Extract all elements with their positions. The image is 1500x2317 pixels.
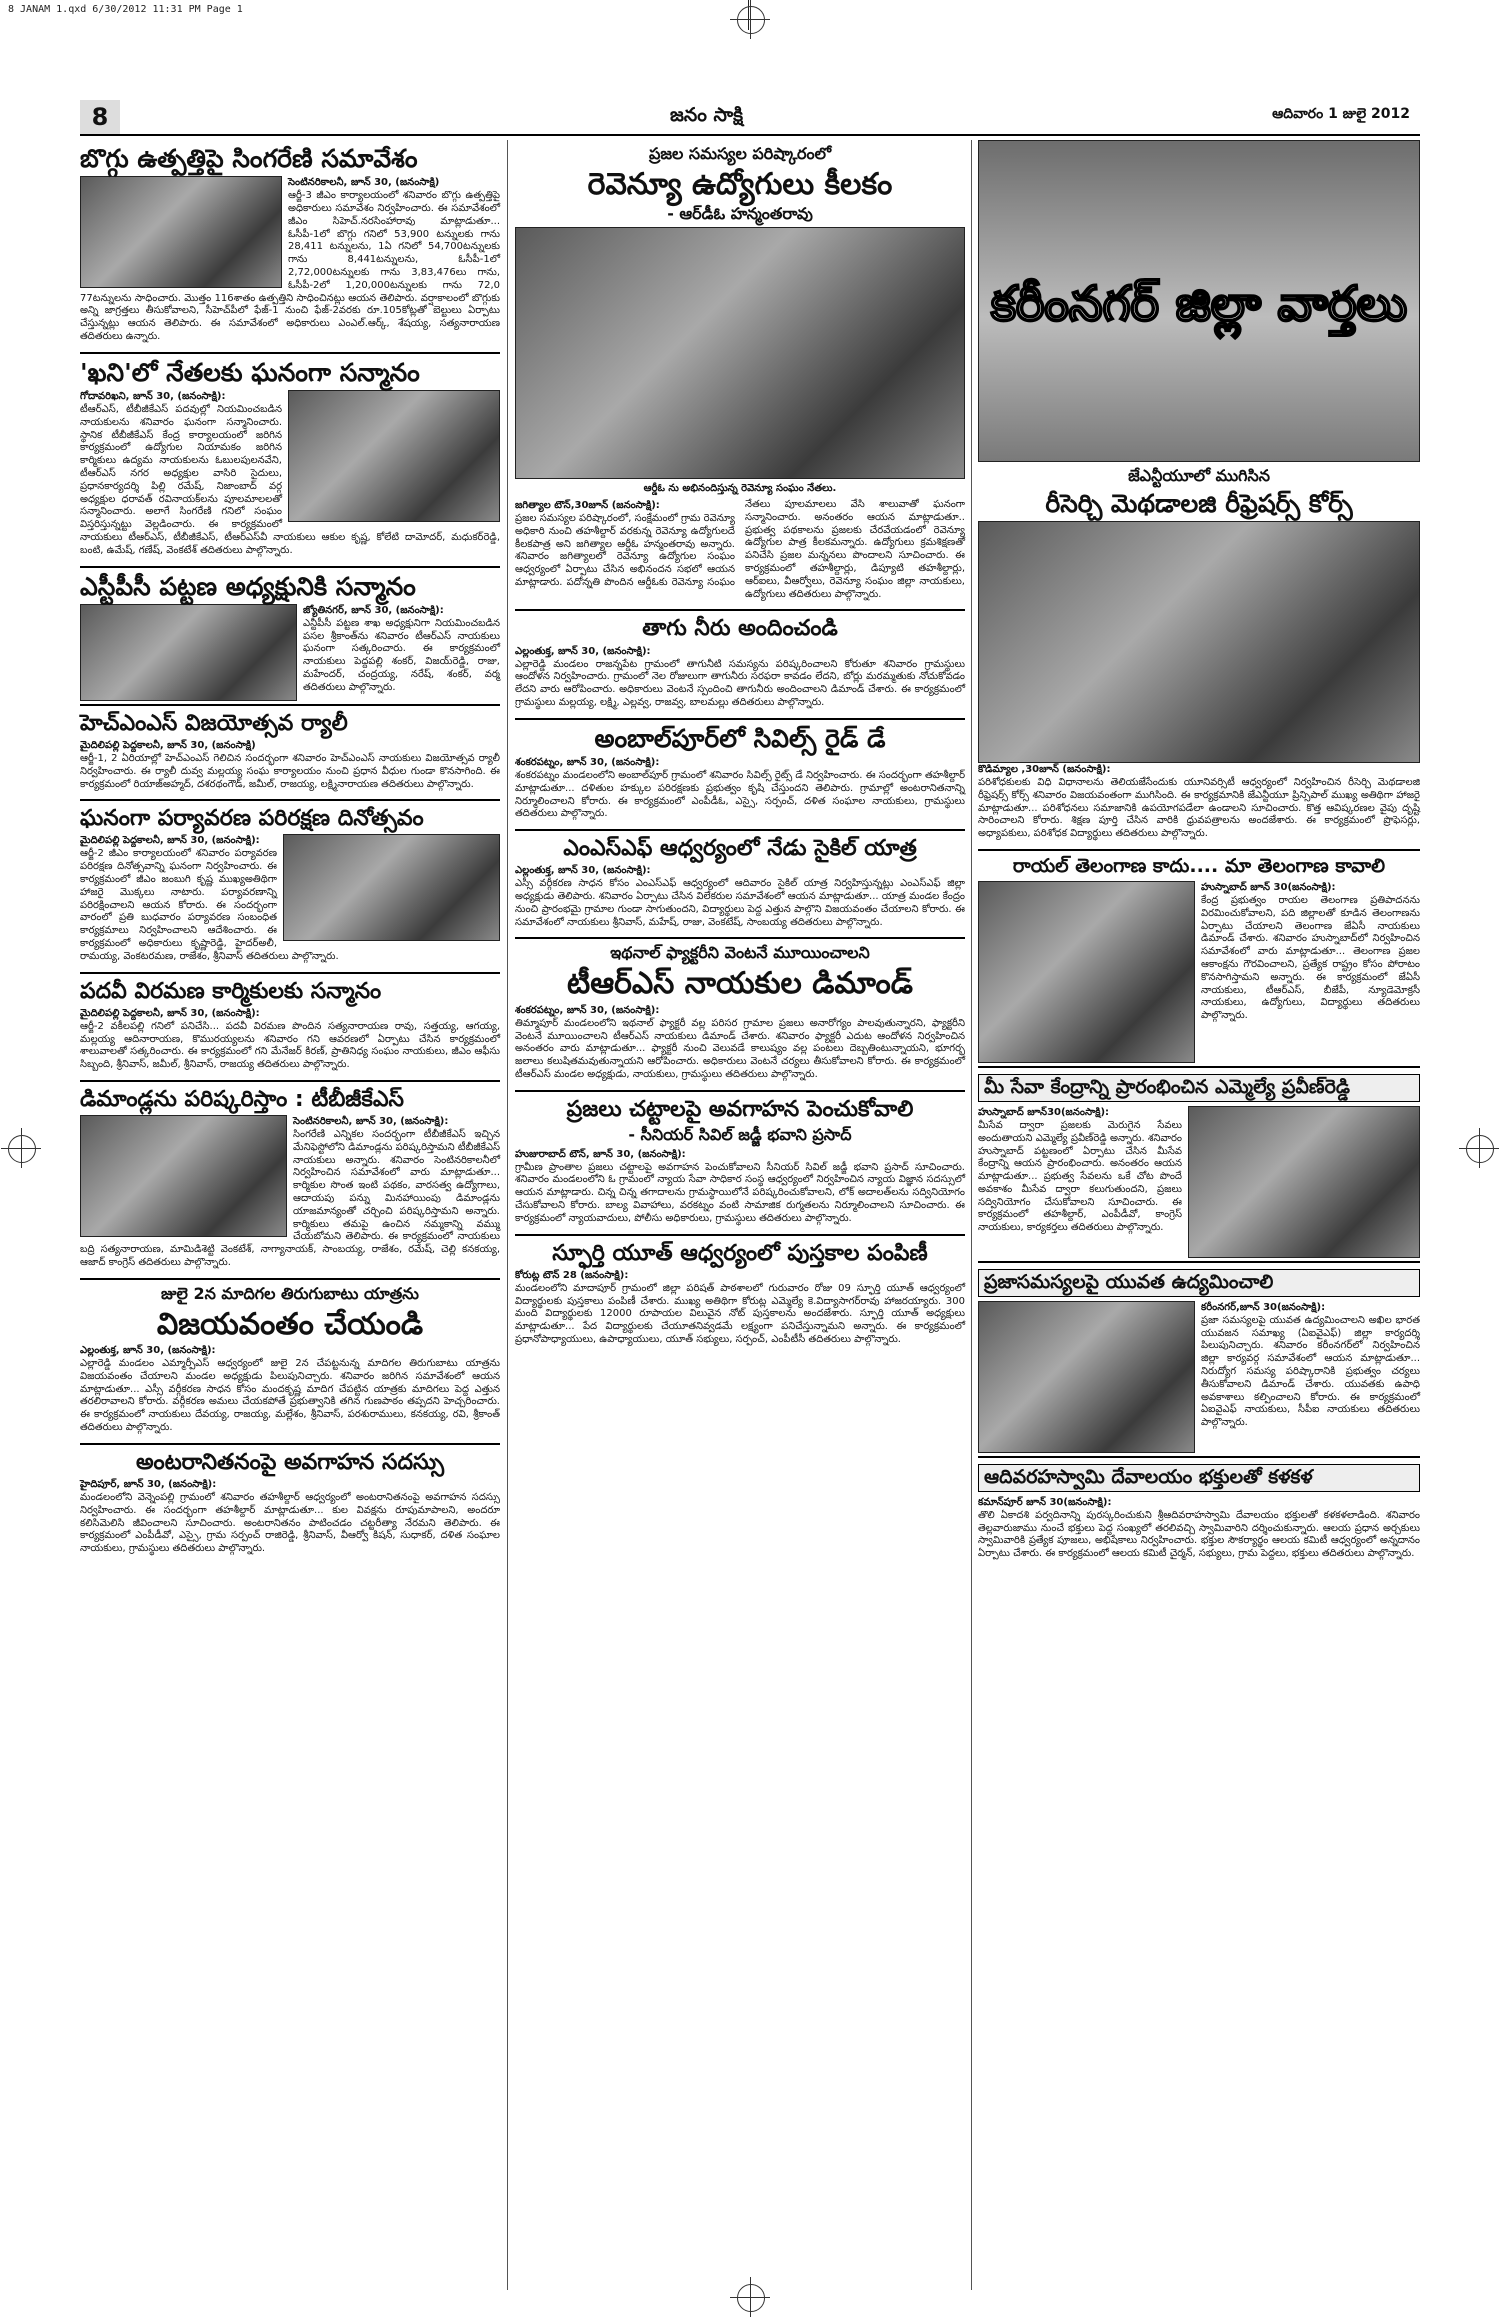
article-body: ఆర్జీ-3 జీఎం కార్యాలయంలో శనివారం బొగ్గు ఉత్పత్తిపై అధికారులు సమావేశం నిర్వహించారు. ఈ సమావేశంలో జీఎం సిహెచ్‌.నరసింహారావు మాట్లాడుతూ... ఓసీపీ-1లో బొగ్గు గనిలో 53,900 టన్నులకు గాను 28,411 టన్నులను, 1ఏ గనిలో 54,700టన్నులకు గాను 8,441టన్నులను, ఓసీపీ-1లో 2,72,000టన్నులకు గాను 3,83,476లు గాను, ఓసీపీ-2లో 1,20,000టన్నులకు గాను 72,0 77టన్నులను సాధించారు. మొత్తం 116శాతం ఉత్పత్తిని సాధించినట్లు ఆయన తెలిపారు. వర్షాకాలంలో బొగ్గుకు అన్ని జాగ్రత్తలు తీసుకోవాలని, సీహెచ్‌పీలో ఫేజ్‌-1 నుంచి ఫేజ్‌-2వరకు రూ.105కోట్లతో బెల్టులు ఏర్పాటు చేస్తున్నట్లు ఆయన తెలిపారు. ఈ సమావేశంలో అధికారులు ఎంఎల్‌.ఆర్క్‌, శేషయ్య, సత్యనారాయణ తదితరులు ఉన్నారు. <box>80 190 500 343</box>
headline: ఆదివరహస్వామి దేవాలయం భక్తులతో కళకళ <box>978 1464 1420 1492</box>
print-slug: 8 JANAM 1.qxd 6/30/2012 11:31 PM Page 1 <box>8 4 243 15</box>
article-photo <box>1188 1106 1420 1258</box>
headline: ఘనంగా పర్యావరణ పరిరక్షణ దినోత్సవం <box>80 806 424 832</box>
article <box>978 1464 1420 1561</box>
article <box>80 1088 500 1270</box>
headline: 'ఖని'లో నేతలకు ఘనంగా సన్మానం <box>80 357 420 387</box>
dateline: జగిత్యాల టౌన్‌,30జూన్‌ (జనంసాక్షి): <box>515 500 660 512</box>
article-body: తిమ్మాపూర్‌ మండలంలోని ఇథనాల్‌ ఫ్యాక్టరీ వల్ల పరిసర గ్రామాల ప్రజలు అనారోగ్యం పాలవుతున్నారని, ఫ్యాక్టరీని వెంటనే మూయించాలని టీఆర్‌ఎస్‌ నాయకులు డిమాండ్‌ చేశారు. శనివారం ఫ్యాక్టరీ ఎదుట ఆందోళన నిర్వహించిన అనంతరం వారు మాట్లాడుతూ... ఫ్యాక్టరీ నుంచి వెలువడే కాలుష్యం వల్ల పంటలు దెబ్బతింటున్నాయని, భూగర్భ జలాలు కలుషితమవుతున్నాయని ఆరోపించారు. అధికారులు వెంటనే చర్యలు తీసుకోవాలని కోరారు. ఈ కార్యక్రమంలో టీఆర్‌ఎస్‌ మండల అధ్యక్షుడు, నాయకులు, గ్రామస్థులు తదితరులు పాల్గొన్నారు. <box>515 1017 965 1080</box>
headline: డిమాండ్లను పరిష్కరిస్తాం : టీబీజీకేఎస్‌ <box>80 1086 404 1112</box>
article <box>515 617 965 709</box>
registration-mark-top <box>737 6 765 34</box>
headline: ప్రజాసమస్యలపై యువత ఉద్యమించాలి <box>978 1269 1420 1297</box>
byline: - సీనియర్‌ సివిల్‌ జడ్జీ భవాని ప్రసాద్‌ <box>628 1124 852 1144</box>
dateline: సెంటినరికాలనీ, జూన్‌ 30, (జనంసాక్షి) <box>288 177 440 189</box>
dateline: మైదిలిపల్లి పెద్దకాలనీ, జూన్‌ 30, (జనంసాక్షి): <box>80 1007 260 1019</box>
article-photo <box>283 834 500 941</box>
divider <box>80 1080 500 1082</box>
divider <box>80 566 500 568</box>
headline: స్ఫూర్తి యూత్‌ ఆధ్వర్యంలో పుస్తకాల పంపిణీ <box>552 1240 928 1266</box>
article <box>515 945 965 1081</box>
dateline: మైదిలిపల్లి పెద్దకాలనీ, జూన్‌ 30, (జనంసాక్షి): <box>80 835 260 847</box>
article-body: ఎస్సీ వర్గీకరణ సాధన కోసం ఎంఎస్‌ఎఫ్‌ ఆధ్వర్యంలో ఆదివారం సైకిల్‌ యాత్ర నిర్వహిస్తున్నట్లు ఎంఎస్‌ఎఫ్‌ జిల్లా అధ్యక్షుడు తెలిపారు. శనివారం ఏర్పాటు చేసిన విలేకరుల సమావేశంలో ఆయన మాట్లాడుతూ... యాత్ర మండల కేంద్రం నుంచి ప్రారంభమై గ్రామాల గుండా సాగుతుందని, విద్యార్థులు పెద్ద ఎత్తున పాల్గొని విజయవంతం చేయాలని కోరారు. ఈ సమావేశంలో నాయకులు శ్రీనివాస్‌, మహేష్‌, రాజు, వెంకటేష్‌, సాంబయ్య తదితరులు పాల్గొన్నారు. <box>515 878 965 928</box>
article <box>978 1269 1420 1430</box>
article <box>515 837 965 929</box>
registration-mark-left <box>8 1135 36 1163</box>
article <box>515 146 965 601</box>
column-middle <box>515 140 965 2296</box>
dateline: కమాన్‌పూర్‌ జూన్‌ 30(జనంసాక్షి): <box>978 1496 1112 1508</box>
headline: బొగ్గు ఉత్పత్తిపై సింగరేణి సమావేశం <box>80 144 418 173</box>
article-photo <box>978 521 1420 763</box>
dateline: కోరుట్ల టౌన్‌ 28 (జనంసాక్షి): <box>515 1269 629 1281</box>
column-rule <box>971 140 972 2290</box>
article <box>80 712 500 791</box>
photo-caption: ఆర్డీఓ ను అభినందిస్తున్న రెవెన్యూ సంఘం నేతలు. <box>643 483 837 495</box>
column-left <box>80 140 500 2296</box>
article-photo <box>80 1115 287 1237</box>
dateline: శంకరపట్నం, జూన్‌ 30, (జనంసాక్షి): <box>515 1004 660 1016</box>
divider <box>515 718 965 720</box>
article <box>80 146 500 344</box>
article-body: గ్రామీణ ప్రాంతాల ప్రజలు చట్టాలపై అవగాహన పెంచుకోవాలని సీనియర్‌ సివిల్‌ జడ్జీ భవాని ప్రసాద్‌ సూచించారు. శనివారం మండలంలోని ఓ గ్రామంలో న్యాయ సేవా సాధికార సంస్థ ఆధ్వర్యంలో నిర్వహించిన న్యాయ విజ్ఞాన సదస్సులో ఆయన మాట్లాడారు. చిన్న చిన్న తగాదాలను గ్రామస్థాయిలోనే పరిష్కరించుకోవాలని, లోక్‌ అదాలత్‌లను సద్వినియోగం చేసుకోవాలని కోరారు. బాల్య వివాహాలు, వరకట్నం వంటి సామాజిక రుగ్మతలను నిర్మూలించాలని సూచించారు. ఈ కార్యక్రమంలో న్యాయవాదులు, పోలీసు అధికారులు, గ్రామస్థులు తదితరులు పాల్గొన్నారు. <box>515 1161 965 1224</box>
headline: ఎంఎస్‌ఎఫ్‌ ఆధ్వర్యంలో నేడు సైకిల్‌ యాత్ర <box>563 836 917 862</box>
article-text-columns <box>515 499 965 601</box>
masthead-logo: జనం సాక్షి <box>670 104 743 126</box>
kicker: జులై 2న మాదిగల తిరుగుబాటు యాత్రను <box>161 1283 419 1303</box>
dateline: ఎల్లంతుక్త, జూన్‌ 30, (జనంసాక్షి): <box>515 865 651 877</box>
dateline: హైదిపూర్‌, జూన్‌ 30, (జనంసాక్షి): <box>80 1478 217 1490</box>
page-header <box>80 100 1420 136</box>
article-body: పరిశోధకులకు విధి విధానాలను తెలియజేసేందుకు యూనివర్సిటీ ఆధ్వర్యంలో నిర్వహించిన రీసెర్చి మెథడాలజి రీఫ్రెషర్స్‌ కోర్స్‌ శనివారం విజయవంతంగా ముగిసింది. ఈ కార్యక్రమానికి జేఎన్టీయూ ప్రిన్సిపాల్‌ ముఖ్య అతిథిగా హాజరై మాట్లాడుతూ... పరిశోధనలు సమాజానికి ఉపయోగపడేలా ఉండాలని సూచించారు. కొత్త ఆవిష్కరణల వైపు దృష్టి సారించాలని కోరారు. శిక్షణ పూర్తి చేసిన వారికి ధ్రువపత్రాలను అందజేశారు. ఈ కార్యక్రమంలో ప్రొఫెసర్లు, అధ్యాపకులు, పరిశోధక విద్యార్థులు తదితరులు పాల్గొన్నారు. <box>978 777 1420 840</box>
article <box>80 980 500 1072</box>
article-body: సింగరేణి ఎన్నికల సందర్భంగా టీబీజీకేఎస్‌ ఇచ్చిన మేనిఫెస్టోలోని డిమాండ్లను పరిష్కరిస్తామని టీబీజీకేఎస్‌ నాయకులు అన్నారు. శనివారం సెంటినరికాలనీలో నిర్వహించిన సమావేశంలో వారు మాట్లాడుతూ... కార్మికుల సొంత ఇంటి పథకం, వారసత్వ ఉద్యోగాలు, ఆదాయపు పన్ను మినహాయింపు డిమాండ్లను యాజమాన్యంతో చర్చించి పరిష్కరిస్తామని అన్నారు. కార్మికులు తమపై ఉంచిన నమ్మకాన్ని వమ్ము చేయబోమని తెలిపారు. ఈ కార్యక్రమంలో నాయకులు బద్రి సత్యనారాయణ, మామిడిశెట్టి వెంకటేశ్‌, నాగ్యానాయక్‌, సాంబయ్య, రాజేశం, రమేష్‌, చెల్లి కనకయ్య, ఆజాద్‌ కాంగ్రెస్‌ తదితరులు పాల్గొన్నారు. <box>80 1129 500 1268</box>
divider <box>515 1234 965 1236</box>
article-photo <box>978 1301 1195 1453</box>
dateline: కరీంనగర్‌,జూన్‌ 30(జనంసాక్షి): <box>1201 1301 1326 1313</box>
article <box>978 857 1420 1023</box>
article <box>515 1242 965 1347</box>
registration-mark-right <box>1466 1135 1494 1163</box>
article-photo <box>288 390 500 522</box>
divider <box>80 1278 500 1280</box>
article <box>80 807 500 963</box>
column-rule <box>507 140 508 2290</box>
district-news-banner <box>978 140 1420 462</box>
article-body: తొలి ఏకాదశి పర్వదినాన్ని పురస్కరించుకుని శ్రీఆదివరాహస్వామి దేవాలయం భక్తులతో కళకళలాడింది. శనివారం తెల్లవారుజాము నుంచే భక్తులు పెద్ద సంఖ్యలో తరలివచ్చి స్వామివారిని దర్శించుకున్నారు. ఆలయ ప్రధాన అర్చకులు స్వామివారికి ప్రత్యేక పూజలు, అభిషేకాలు నిర్వహించారు. భక్తుల సౌకర్యార్థం ఆలయ కమిటీ ఆధ్వర్యంలో అన్నదానం ఏర్పాటు చేశారు. ఈ కార్యక్రమంలో ఆలయ కమిటీ చైర్మన్‌, సభ్యులు, గ్రామ పెద్దలు, భక్తులు తదితరులు పాల్గొన్నారు. <box>978 1509 1420 1560</box>
article-body: ప్రజల సమస్యల పరిష్కారంలో, సంక్షేమంలో గ్రామ రెవెన్యూ అధికారి నుంచి తహశీల్దార్‌ వరకున్న రెవెన్యూ ఉద్యోగులదే కీలకపాత్ర అని జగిత్యాల ఆర్డీఓ హన్మంతరావు అన్నారు. శనివారం జగిత్యాలలో రెవెన్యూ ఉద్యోగుల సంఘం ఆధ్వర్యంలో ఏర్పాటు చేసిన అభినందన సభలో ఆయన మాట్లాడారు. పదోన్నతి పొందిన ఆర్డీఓకు రెవెన్యూ సంఘం నేతలు పూలమాలలు వేసి శాలువాతో ఘనంగా సన్మానించారు. అనంతరం ఆయన మాట్లాడుతూ.. ప్రభుత్వ పథకాలను ప్రజలకు చేరవేయడంలో రెవెన్యూ ఉద్యోగుల పాత్ర కీలకమన్నారు. ఉద్యోగులు క్రమశిక్షణతో పనిచేసి ప్రజల మన్ననలు పొందాలని సూచించారు. ఈ కార్యక్రమంలో తహశీల్దార్లు, డిప్యూటి తహశీల్దార్లు, ఆర్‌ఐలు, వీఆర్వోలు, రెవెన్యూ సంఘం జిల్లా నాయకులు, ఉద్యోగులు తదితరులు పాల్గొన్నారు. <box>515 499 965 600</box>
article <box>80 357 500 558</box>
headline: తాగు నీరు అందించండి <box>642 616 838 642</box>
article-photo <box>515 227 965 479</box>
article <box>515 723 965 821</box>
article <box>80 1451 500 1556</box>
article-body: ఎల్లారెడ్డి మండలం రాజన్నపేట గ్రామంలో తాగునీటి సమస్యను పరిష్కరించాలని కోరుతూ శనివారం గ్రామస్థులు ఆందోళన నిర్వహించారు. గ్రామంలో నెల రోజులుగా తాగునీరు సరఫరా కావడం లేదని, బోర్లు మరమ్మతుకు నోచుకోవడం లేదని వారు ఆరోపించారు. అధికారులు వెంటనే స్పందించి తాగునీరు అందించాలని డిమాండ్‌ చేశారు. ఈ కార్యక్రమంలో గ్రామస్థులు మల్లయ్య, లక్ష్మి, ఎల్లవ్వ, రాజవ్వ, బాలమల్లు తదితరులు పాల్గొన్నారు. <box>515 658 965 708</box>
article-body: మండలంలోని మాదాపూర్‌ గ్రామంలో జిల్లా పరిషత్‌ పాఠశాలలో గురువారం రోజు 09 స్ఫూర్తి యూత్‌ ఆధ్వర్యంలో విద్యార్థులకు పుస్తకాలు పంపిణీ చేశారు. ముఖ్య అతిథిగా కోరుట్ల ఎమ్మెల్యే కె.విద్యాసాగర్‌రావు హాజరయ్యారు. 300 మంది విద్యార్థులకు 12000 రూపాయల విలువైన నోట్‌ పుస్తకాలను అందజేశారు. స్ఫూర్తి యూత్‌ అధ్యక్షులు మాట్లాడుతూ... పేద విద్యార్థులకు చేయూతనివ్వడమే లక్ష్యంగా పనిచేస్తున్నామని అన్నారు. ఈ కార్యక్రమంలో ప్రధానోపాధ్యాయులు, ఉపాధ్యాయులు, యూత్‌ సభ్యులు, సర్పంచ్‌, ఎంపీటీసీ తదితరులు పాల్గొన్నారు. <box>515 1282 965 1345</box>
kicker: జేఎన్టీయూలో ముగిసిన <box>1128 466 1270 485</box>
dateline: సెంటినరికాలనీ, జూన్‌ 30, (జనంసాక్షి): <box>293 1116 449 1127</box>
divider <box>515 609 965 611</box>
article-body: ఆర్జీ-2 వకీలపల్లి గనిలో పనిచేసి... పదవీ విరమణ పొందిన సత్యనారాయణ రావు, సత్తయ్య, ఆగయ్య, మల్లయ్య ఆదినారాయణ, కొమురయ్యలను శనివారం గని ఆవరణలో ఏర్పాటు చేసిన కార్యక్రమంలో శాలువాలతో సత్కరించారు. ఈ కార్యక్రమంలో గని మేనేజర్‌ కిరణ్‌, ప్రాతినిధ్య సంఘం నాయకులు, జీఎం ఆఫీసు సిబ్బంది, శ్రీనివాస్‌, జమీల్‌, శ్రీనివాస్‌, రాజయ్య తదితరులు పాల్గొన్నారు. <box>80 1020 500 1071</box>
dateline: హుస్నాబాద్‌ జూన్‌ 30(జనంసాక్షి): <box>1201 881 1336 893</box>
article-body: ఎన్టీపీసీ పట్టణ శాఖ అధ్యక్షునిగా నియమించబడిన పసల శ్రీకాంత్‌ను శనివారం టీఆర్‌ఎస్‌ నాయకులు ఘనంగా సత్కరించారు. ఈ కార్యక్రమంలో నాయకులు పెద్దపల్లి శంకర్‌, విజయ్‌రెడ్డి, రాజు, మహేందర్‌, చంద్రయ్య, నరేష్‌, శంకర్‌, వర్మ తదితరులు పాల్గొన్నారు. <box>303 617 500 693</box>
article <box>80 571 500 695</box>
headline: పదవీ విరమణ కార్మికులకు సన్మానం <box>80 978 382 1004</box>
kicker: ప్రజల సమస్యల పరిష్కారంలో <box>648 144 832 163</box>
divider <box>978 1066 1420 1068</box>
divider <box>978 1456 1420 1458</box>
headline: అంబాల్‌పూర్‌లో సివిల్స్‌ రైడ్‌ డే <box>594 723 886 753</box>
dateline: ఎల్లంతుక్త, జూన్‌ 30, (జనంసాక్షి): <box>515 645 651 657</box>
divider <box>80 352 500 354</box>
dateline: శంకరపట్నం, జూన్‌ 30, (జనంసాక్షి): <box>515 757 660 768</box>
dateline: హుజురాబాద్‌ టౌన్‌, జూన్‌ 30, (జనంసాక్షి): <box>515 1148 686 1160</box>
divider <box>80 704 500 706</box>
headline: టీఆర్‌ఎస్‌ నాయకుల డిమాండ్‌ <box>567 966 913 1002</box>
article-body: ఎల్లారెడ్డి మండలం ఎమ్మార్పీఎస్‌ ఆధ్వర్యంలో జులై 2న చేపట్టనున్న మాదిగల తిరుగుబాటు యాత్రను విజయవంతం చేయాలని మండల అధ్యక్షుడు పిలుపునిచ్చారు. శనివారం జరిగిన సమావేశంలో ఆయన మాట్లాడుతూ... ఎస్సీ వర్గీకరణ సాధన కోసం మందకృష్ణ మాదిగ చేపట్టిన యాత్రకు మాదిగలు పెద్ద ఎత్తున తరలిరావాలని కోరారు. వర్గీకరణ అమలు చేయకపోతే ప్రభుత్వానికి తగిన గుణపాఠం తప్పదని హెచ్చరించారు. ఈ కార్యక్రమంలో నాయకులు దేవయ్య, రాజయ్య, మల్లేశం, శ్రీనివాస్‌, పరశురాములు, కనకయ్య, రవి, శ్రీకాంత్‌ తదితరులు పాల్గొన్నారు. <box>80 1358 500 1434</box>
article-body: మీసేవ ద్వారా ప్రజలకు మెరుగైన సేవలు అందుతాయని ఎమ్మెల్యే ప్రవీణ్‌రెడ్డి అన్నారు. శనివారం హుస్నాబాద్‌ పట్టణంలో ఏర్పాటు చేసిన మీసేవ కేంద్రాన్ని ఆయన ప్రారంభించారు. అనంతరం ఆయన మాట్లాడుతూ... ప్రభుత్వ సేవలను ఒకే చోట పొందే అవకాశం మీసేవ ద్వారా కలుగుతుందని, ప్రజలు సద్వినియోగం చేసుకోవాలని సూచించారు. ఈ కార్యక్రమంలో తహశీల్దార్‌, ఎంపీడీవో, కాంగ్రెస్‌ నాయకులు, కార్యకర్తలు తదితరులు పాల్గొన్నారు. <box>978 1119 1182 1234</box>
divider <box>80 972 500 974</box>
headline: రెవెన్యూ ఉద్యోగులు కీలకం <box>587 166 893 202</box>
divider <box>978 1261 1420 1263</box>
article-body: టీఆర్‌ఎస్‌, టీబీజీకేఎస్‌ పదవుల్లో నియమించబడిన నాయకులను శనివారం ఘనంగా సన్మానించారు. స్థానిక టీబీజీకేఎస్‌ కేంద్ర కార్యాలయంలో జరిగిన కార్యక్రమంలో ఉద్యోగుల నియామకం జరిగిన కార్మికులు ఉద్యమ నాయకులను ఓబులపులనవేని, టీఆర్‌ఎస్‌ నగర అధ్యక్షుల వాసిరి సైదులు, ప్రధానకార్యదర్శి పిల్లి రమేష్‌, నిజాంబాద్‌ వర్గ అధ్యక్షుల ధరావత్‌ రవినాయక్‌లను పూలమాలలతో సన్మానించారు. అలాగే సింగరేణి గనిలో సంఘం విస్తరిస్తున్నట్టు వెల్లడించారు. ఈ కార్యక్రమంలో నాయకులు టీఆర్‌ఎస్‌, టీబీజీకేఎస్‌, టీఆర్‌ఎస్‌వీ నాయకులు ఆకుల కృష్ణ, కోలేటి దామోదర్‌, మధుకర్‌రెడ్డి, బంటి, ఉమేష్‌, గణేష్‌, వెంకటేశ్‌ తదితరులు పాల్గొన్నారు. <box>80 404 500 556</box>
headline: రాయల్‌ తెలంగాణ కాదు.... మా తెలంగాణ కావాలి <box>1012 855 1386 878</box>
divider <box>515 829 965 831</box>
headline: ప్రజలు చట్టాలపై అవగాహన పెంచుకోవాలి <box>566 1096 914 1122</box>
headline: ఎస్టీపీసీ పట్టణ అధ్యక్షునికి సన్మానం <box>80 571 416 601</box>
byline: - ఆర్‌డీఓ హన్మంతరావు <box>667 204 813 224</box>
headline: అంటరానితనంపై అవగాహన సదస్సు <box>135 1449 445 1475</box>
headline: మీ సేవా కేంద్రాన్ని ప్రారంభించిన ఎమ్మెల్యే ప్రవీణ్‌రెడ్డి <box>978 1074 1420 1102</box>
dateline: గోదావరిఖని, జూన్‌ 30, (జనంసాక్షి): <box>80 391 226 403</box>
article <box>515 1098 965 1226</box>
dateline: ఎల్లంతుక్త, జూన్‌ 30, (జనంసాక్షి): <box>80 1345 216 1357</box>
divider <box>515 937 965 939</box>
kicker: ఇథనాల్‌ ఫ్యాక్టరీని వెంటనే మూయించాలని <box>610 943 870 963</box>
dateline: జ్యోతినగర్‌, జూన్‌ 30, (జనంసాక్షి): <box>303 604 444 616</box>
article-photo <box>80 604 297 701</box>
district-banner-title: కరీంనగర్‌ జిల్లా వార్తలు <box>990 276 1408 332</box>
article <box>80 1283 500 1435</box>
headline: హెచ్‌ఎంఎస్‌ విజయోత్సవ ర్యాలీ <box>80 710 348 736</box>
article <box>978 1074 1420 1235</box>
dateline: కొడిమ్యాల ,30జూన్‌ (జనంసాక్షి): <box>978 764 1111 776</box>
article-body: ప్రజా సమస్యలపై యువత ఉద్యమించాలని అఖిల భారత యువజన సమాఖ్య (ఏఐవైఎఫ్‌) జిల్లా కార్యదర్శి పిలుపునిచ్చారు. శనివారం కరీంనగర్‌లో నిర్వహించిన జిల్లా కార్యవర్గ సమావేశంలో ఆయన మాట్లాడుతూ... నిరుద్యోగ సమస్య పరిష్కారానికి ప్రభుత్వం చర్యలు తీసుకోవాలని డిమాండ్‌ చేశారు. యువతకు ఉపాధి అవకాశాలు కల్పించాలని కోరారు. ఈ కార్యక్రమంలో ఏఐవైఎఫ్‌ నాయకులు, సీపీఐ నాయకులు తదితరులు పాల్గొన్నారు. <box>1201 1314 1420 1429</box>
divider <box>515 1090 965 1092</box>
divider <box>80 799 500 801</box>
page-number: 8 <box>80 100 120 134</box>
article-body: మండలంలోని వెన్నెంపల్లి గ్రామంలో శనివారం తహశీల్దార్‌ ఆధ్వర్యంలో అంటరానితనంపై అవగాహన సదస్సు నిర్వహించారు. ఈ సందర్భంగా తహశీల్దార్‌ మాట్లాడుతూ... కుల వివక్షను రూపుమాపాలని, అందరూ కలిసిమెలిసి జీవించాలని సూచించారు. అంటరానితనం పాటించడం చట్టరీత్యా నేరమని తెలిపారు. ఈ కార్యక్రమంలో ఎంపీడీవో, ఎస్సై, గ్రామ సర్పంచ్‌ రాజిరెడ్డి, శ్రీనివాస్‌, వీఆర్వో కిషన్‌, సుధాకర్‌, దళిత సంఘాల నాయకులు, గ్రామస్థులు తదితరులు పాల్గొన్నారు. <box>80 1491 500 1555</box>
article-photo <box>80 176 282 288</box>
dateline: హుస్నాబాద్‌ జూన్‌30(జనంసాక్షి): <box>978 1106 1110 1118</box>
issue-date: ఆదివారం 1 జులై 2012 <box>1272 106 1410 122</box>
article-photo <box>978 881 1195 1063</box>
dateline: మైదిలిపల్లి పెద్దకాలనీ, జూన్‌ 30, (జనంసాక్షి) <box>80 739 256 751</box>
article <box>978 468 1420 841</box>
divider <box>978 849 1420 851</box>
headline: రీసెర్చి మెథడాలజి రీఫ్రెషర్స్‌ కోర్స్‌ <box>1045 488 1353 518</box>
headline: విజయవంతం చేయండి <box>156 1306 424 1342</box>
divider <box>80 1443 500 1445</box>
article-body: కేంద్ర ప్రభుత్వం రాయల తెలంగాణ ప్రతిపాదనను విరమించుకోవాలని, పది జిల్లాలతో కూడిన తెలంగాణను ఏర్పాటు చేయాలని తెలంగాణ జేఏసీ నాయకులు డిమాండ్‌ చేశారు. శనివారం హుస్నాబాద్‌లో నిర్వహించిన సమావేశంలో వారు మాట్లాడుతూ... తెలంగాణ ప్రజల ఆకాంక్షను గౌరవించాలని, ప్రత్యేక రాష్ట్రం కోసం పోరాటం కొనసాగిస్తామని అన్నారు. ఈ కార్యక్రమంలో జేఏసీ నాయకులు, టీఆర్‌ఎస్‌, బీజేపీ, న్యూడెమోక్రసీ నాయకులు, ఉద్యోగులు, విద్యార్థులు తదితరులు పాల్గొన్నారు. <box>1201 894 1420 1022</box>
article-body: ఆర్జీ-2 జీఎం కార్యాలయంలో శనివారం పర్యావరణ పరిరక్షణ దినోత్సవాన్ని ఘనంగా నిర్వహించారు. ఈ కార్యక్రమంలో జీఎం జంబుగి కృష్ణ ముఖ్యఅతిథిగా హాజరై మొక్కలు నాటారు. పర్యావరణాన్ని పరిరక్షించాలని ఆయన కోరారు. ఈ సందర్భంగా వారంలో ప్రతి బుధవారం పర్యావరణ సంబంధిత కార్యక్రమాలు నిర్వహించాలని ఆదేశించారు. ఈ కార్యక్రమంలో అధికారులు కృష్ణారెడ్డి, హైదర్‌అలీ, రామయ్య, వెంకటరమణ, రాజేశం, శ్రీనివాస్‌ తదితరులు పాల్గొన్నారు. <box>80 848 339 962</box>
article-body: శంకరపట్నం మండలంలోని అంబాల్‌పూర్‌ గ్రామంలో శనివారం సివిల్స్‌ రైట్స్‌ డే నిర్వహించారు. ఈ సందర్భంగా తహశీల్దార్‌ మాట్లాడుతూ... దళితుల హక్కుల పరిరక్షణకు ప్రభుత్వం కృషి చేస్తుందని తెలిపారు. గ్రామాల్లో అంటరానితనాన్ని నిర్మూలించాలని కోరారు. ఈ కార్యక్రమంలో ఎంపీడీఓ, ఎస్సై, సర్పంచ్‌, దళిత సంఘాల నాయకులు, గ్రామస్థులు తదితరులు పాల్గొన్నారు. <box>515 770 965 820</box>
column-right <box>978 140 1420 2296</box>
article-body: ఆర్జీ-1, 2 ఏరియాల్లో హెచ్‌ఎంఎస్‌ గెలిచిన సందర్భంగా శనివారం హెచ్‌ఎంఎస్‌ నాయకులు విజయోత్సవ ర్యాలీ నిర్వహించారు. ఈ ర్యాలీ దువ్వ మల్లయ్య సంఘ కార్యాలయం నుంచి ప్రధాన వీధుల గుండా కొనసాగింది. ఈ కార్యక్రమంలో రియాజ్‌అహ్మద్‌, దశరథంగౌడ్‌, జమీల్‌, రాజయ్య, లక్ష్మినారాయణ తదితరులు పాల్గొన్నారు. <box>80 752 500 790</box>
